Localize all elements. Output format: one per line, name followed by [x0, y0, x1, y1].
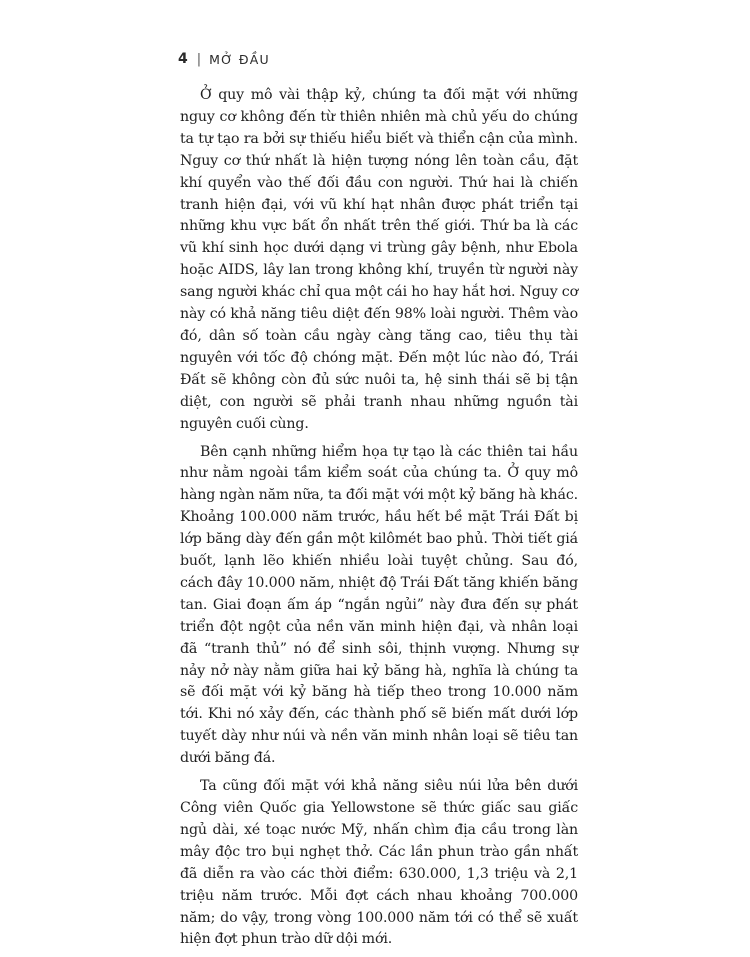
- running-header: [178, 49, 270, 69]
- paragraph-1: Ở quy mô vài thập kỷ, chúng ta đối mặt với những nguy cơ không đến từ thiên nhiên mà chủ yếu do chúng ta tự tạo ra bởi sự thiếu hiểu biết và thiển cận của mình. Nguy cơ thứ nhất là hiện tượng nóng lên toàn cầu, đặt khí quyển vào thế đối đầu con người. Thứ hai là chiến tranh hiện đại, với vũ khí hạt nhân được phát triển tại những khu vực bất ổn nhất trên thế giới. Thứ ba là các vũ khí sinh học dưới dạng vi trùng gây bệnh, như Ebola hoặc AIDS, lây lan trong không khí, truyền từ người này sang người khác chỉ qua một cái ho hay hắt hơi. Nguy cơ này có khả năng tiêu diệt đến 98% loài người. Thêm vào đó, dân số toàn cầu ngày càng tăng cao, tiêu thụ tài nguyên với tốc độ chóng mặt. Đến một lúc nào đó, Trái Đất sẽ không còn đủ sức nuôi ta, hệ sinh thái sẽ bị tận diệt, con người sẽ phải tranh nhau những nguồn tài nguyên cuối cùng.: [180, 87, 578, 432]
- body-text: [180, 85, 578, 957]
- page-number: 4: [178, 51, 188, 67]
- header-separator: |: [196, 51, 202, 67]
- paragraph-2: Bên cạnh những hiểm họa tự tạo là các thiên tai hầu như nằm ngoài tầm kiểm soát của chúng ta. Ở quy mô hàng ngàn năm nữa, ta đối mặt với một kỷ băng hà khác. Khoảng 100.000 năm trước, hầu hết bề mặt Trái Đất bị lớp băng dày đến gần một kilômét bao phủ. Thời tiết giá buốt, lạnh lẽo khiến nhiều loài tuyệt chủng. Sau đó, cách đây 10.000 năm, nhiệt độ Trái Đất tăng khiến băng tan. Giai đoạn ấm áp “ngắn ngủi” này đưa đến sự phát triển đột ngột của nền văn minh hiện đại, và nhân loại đã “tranh thủ” nó để sinh sôi, thịnh vượng. Nhưng sự nảy nở này nằm giữa hai kỷ băng hà, nghĩa là chúng ta sẽ đối mặt với kỷ băng hà tiếp theo trong 10.000 năm tới. Khi nó xảy đến, các thành phố sẽ biến mất dưới lớp tuyết dày như núi và nền văn minh nhân loại sẽ tiêu tan dưới băng đá.: [180, 443, 578, 767]
- chapter-title: MỞ ĐẦU: [209, 51, 270, 67]
- paragraph-3: Ta cũng đối mặt với khả năng siêu núi lửa bên dưới Công viên Quốc gia Yellowstone sẽ thức giấc sau giấc ngủ dài, xé toạc nước Mỹ, nhấn chìm địa cầu trong làn mây độc tro bụi nghẹt thở. Các lần phun trào gần nhất đã diễn ra vào các thời điểm: 630.000, 1,3 triệu và 2,1 triệu năm trước. Mỗi đợt cách nhau khoảng 700.000 năm; do vậy, trong vòng 100.000 năm tới có thể sẽ xuất hiện đợt phun trào dữ dội mới.: [180, 778, 578, 948]
